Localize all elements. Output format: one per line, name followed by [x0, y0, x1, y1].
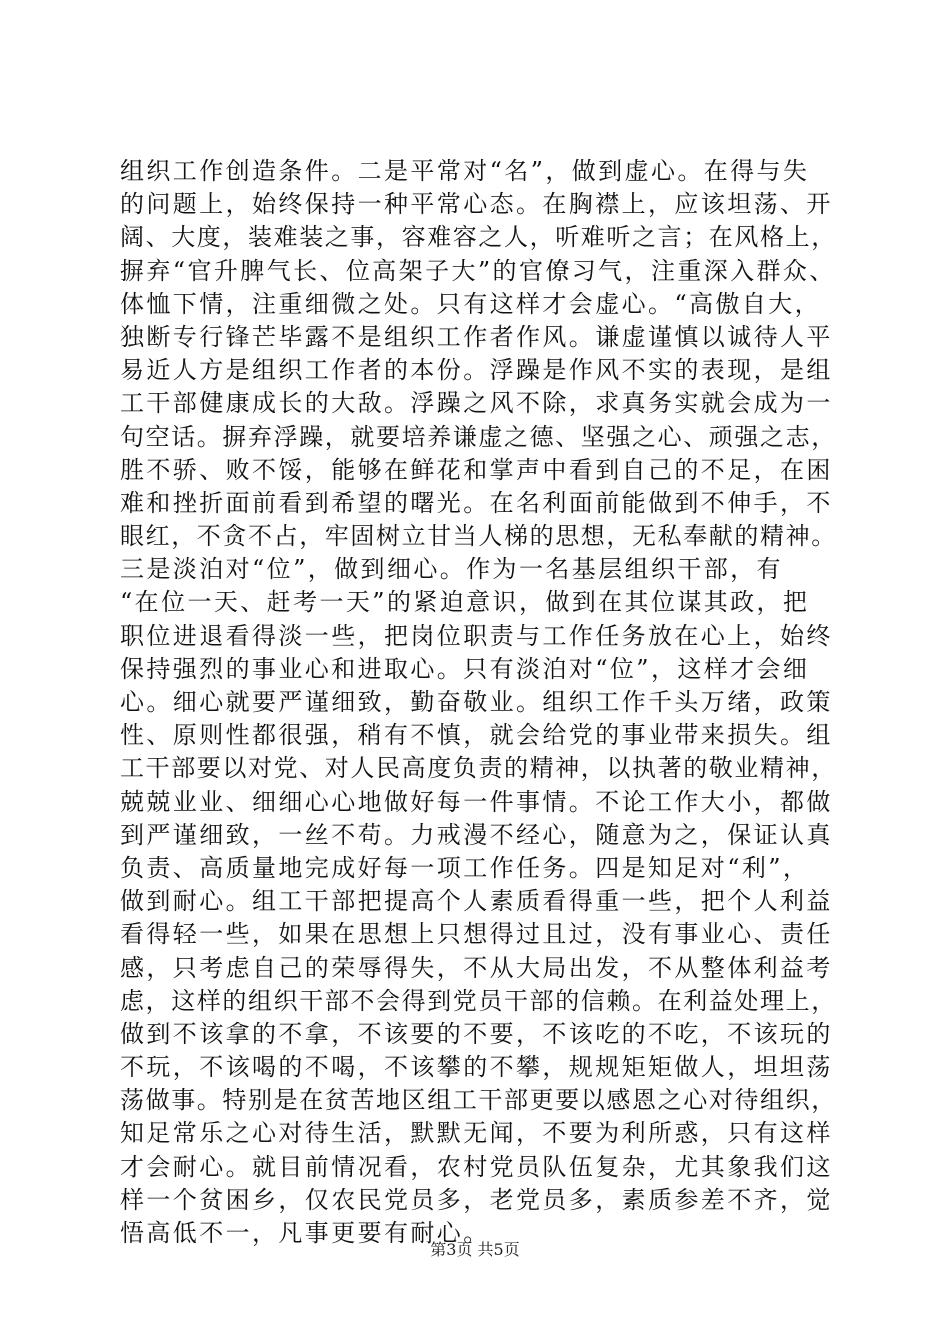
text-line: 难和挫折面前看到希望的曙光。在名利面前能做到不伸手，不 [120, 488, 833, 517]
text-line: 看得轻一些，如果在思想上只想得过且过，没有事业心、责任 [120, 920, 833, 949]
text-line: 的问题上，始终保持一种平常心态。在胸襟上，应该坦荡、开 [120, 190, 833, 219]
text-line: 虑，这样的组织干部不会得到党员干部的信赖。在利益处理上， [120, 986, 837, 1015]
text-line: 三是淡泊对“位”，做到细心。作为一名基层组织干部，有 [120, 555, 783, 584]
text-line: 才会耐心。就目前情况看，农村党员队伍复杂，尤其象我们这 [120, 1152, 833, 1181]
text-line: 易近人方是组织工作者的本份。浮躁是作风不实的表现，是组 [120, 356, 833, 385]
text-line: 阔、大度，装难装之事，容难容之人，听难听之言；在风格上， [120, 223, 837, 252]
text-line: 组织工作创造条件。二是平常对“名”，做到虚心。在得与失 [120, 157, 810, 185]
text-line: 胜不骄、败不馁，能够在鲜花和掌声中看到自己的不足，在困 [120, 455, 833, 484]
text-line: 知足常乐之心对待生活，默默无闻，不要为利所惑，只有这样 [120, 1119, 833, 1148]
text-line: 荡做事。特别是在贫苦地区组工干部更要以感恩之心对待组织， [120, 1086, 837, 1115]
text-line: 负责、高质量地完成好每一项工作任务。四是知足对“利”， [120, 853, 810, 882]
text-line: 样一个贫困乡，仅农民党员多，老党员多，素质参差不齐，觉 [120, 1185, 833, 1214]
text-line: 工干部要以对党、对人民高度负责的精神，以执著的敬业精神， [120, 754, 837, 783]
text-line: 感，只考虑自己的荣辱得失，不从大局出发，不从整体利益考 [120, 953, 833, 982]
page-footer: 第3页 共5页 [430, 1240, 520, 1259]
text-line: 职位进退看得淡一些，把岗位职责与工作任务放在心上，始终 [120, 621, 833, 650]
text-line: 做到耐心。组工干部把提高个人素质看得重一些，把个人利益 [120, 887, 833, 916]
text-line: 体恤下情，注重细微之处。只有这样才会虚心。“高傲自大， [120, 289, 822, 318]
text-line: 心。细心就要严谨细致，勤奋敬业。组织工作千头万绪，政策 [120, 688, 833, 716]
text-line: 到严谨细致，一丝不苟。力戒漫不经心，随意为之，保证认真 [120, 820, 833, 849]
text-line: 独断专行锋芒毕露不是组织工作者作风。谦虚谨慎以诚待人平 [120, 322, 833, 351]
text-line: “在位一天、赶考一天”的紧迫意识，做到在其位谋其政，把 [120, 588, 810, 617]
body-text [120, 155, 840, 1250]
text-line: 做到不该拿的不拿，不该要的不要，不该吃的不吃，不该玩的 [120, 1019, 833, 1048]
text-line: 工干部健康成长的大敌。浮躁之风不除，求真务实就会成为一 [120, 389, 833, 418]
text-line: 不玩，不该喝的不喝，不该攀的不攀，规规矩矩做人，坦坦荡 [120, 1053, 833, 1082]
text-line: 悟高低不一，凡事更要有耐心。 [120, 1219, 490, 1247]
text-line: 保持强烈的事业心和进取心。只有淡泊对“位”，这样才会细 [120, 654, 810, 683]
text-line: 摒弃“官升脾气长、位高架子大”的官僚习气，注重深入群众、 [120, 256, 836, 285]
text-line: 句空话。摒弃浮躁，就要培养谦虚之德、坚强之心、顽强之志， [120, 422, 837, 451]
text-line: 性、原则性都很强，稍有不慎，就会给党的事业带来损失。组 [120, 721, 833, 750]
text-line: 眼红，不贪不占，牢固树立甘当人梯的思想，无私奉献的精神。 [120, 522, 837, 551]
text-line: 兢兢业业、细细心心地做好每一件事情。不论工作大小，都做 [120, 787, 833, 816]
